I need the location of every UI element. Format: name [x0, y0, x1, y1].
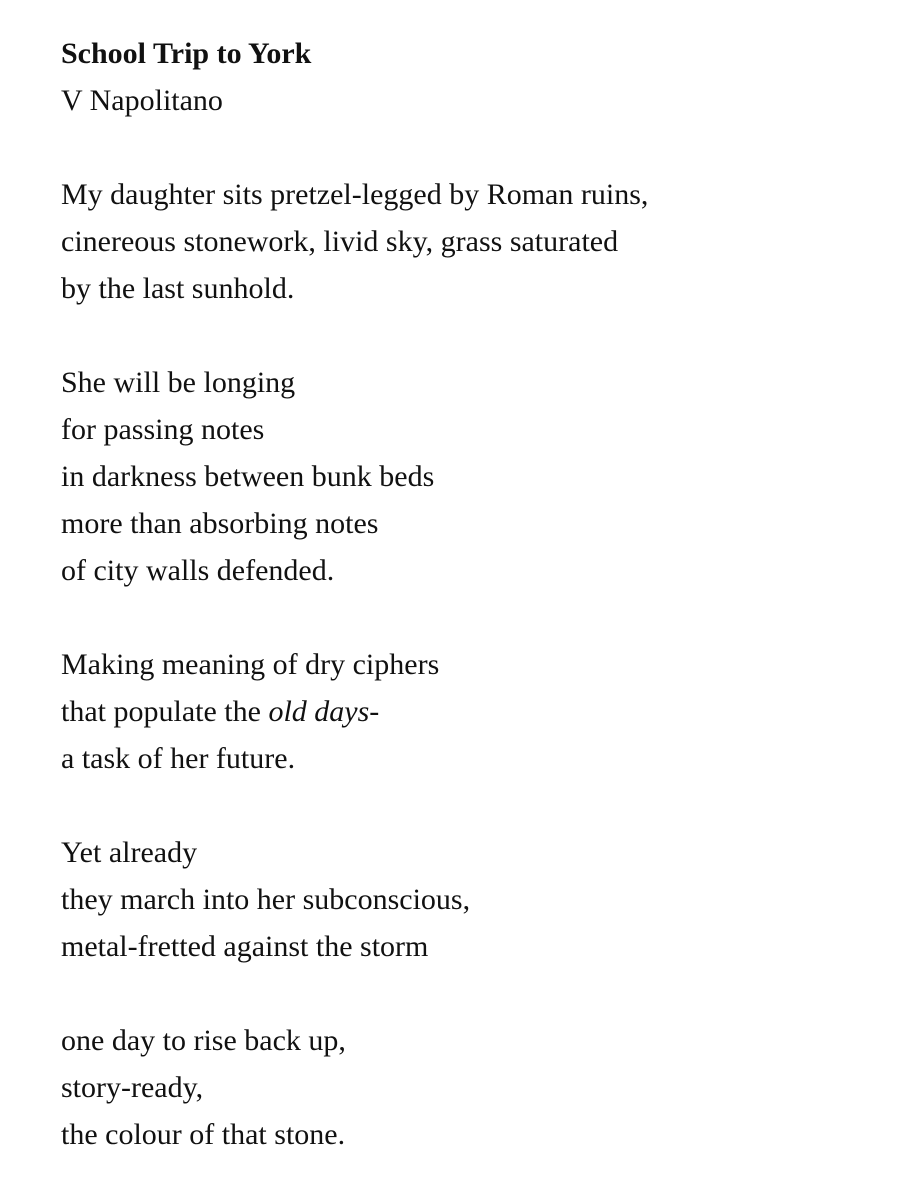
poem-line: She will be longing: [61, 366, 296, 399]
poem: [61, 30, 901, 1158]
poem-line: in darkness between bunk beds: [61, 460, 435, 493]
stanza-gap: [61, 124, 901, 171]
stanza-2: [61, 359, 901, 594]
poem-line-italic: old days: [268, 695, 370, 728]
poem-title: School Trip to York: [61, 37, 312, 70]
poem-line: of city walls defended.: [61, 554, 335, 587]
poem-line: more than absorbing notes: [61, 507, 379, 540]
poem-line-suffix: -: [369, 695, 380, 728]
poem-line: for passing notes: [61, 413, 265, 446]
poem-line-prefix: that populate the: [61, 695, 269, 728]
poem-line: Making meaning of dry ciphers: [61, 648, 440, 681]
poem-line: the colour of that stone.: [61, 1118, 346, 1151]
poem-line: by the last sunhold.: [61, 272, 295, 305]
poem-line: metal-fretted against the storm: [61, 930, 429, 963]
stanza-4: [61, 829, 901, 970]
poem-line: one day to rise back up,: [61, 1024, 346, 1057]
stanza-1: [61, 171, 901, 312]
stanza-gap: [61, 594, 901, 641]
poem-line: a task of her future.: [61, 742, 296, 775]
poem-line: My daughter sits pretzel-legged by Roman ruins,: [61, 178, 649, 211]
poem-line-populate: [61, 688, 901, 735]
stanza-gap: [61, 782, 901, 829]
stanza-gap: [61, 312, 901, 359]
stanza-5: [61, 1017, 901, 1158]
poem-line: Yet already: [61, 836, 198, 869]
stanza-3: [61, 641, 901, 782]
stanza-gap: [61, 970, 901, 1017]
poem-line: they march into her subconscious,: [61, 883, 471, 916]
poem-author: V Napolitano: [61, 84, 223, 117]
poem-line: cinereous stonework, livid sky, grass saturated: [61, 225, 619, 258]
poem-line: story-ready,: [61, 1071, 204, 1104]
